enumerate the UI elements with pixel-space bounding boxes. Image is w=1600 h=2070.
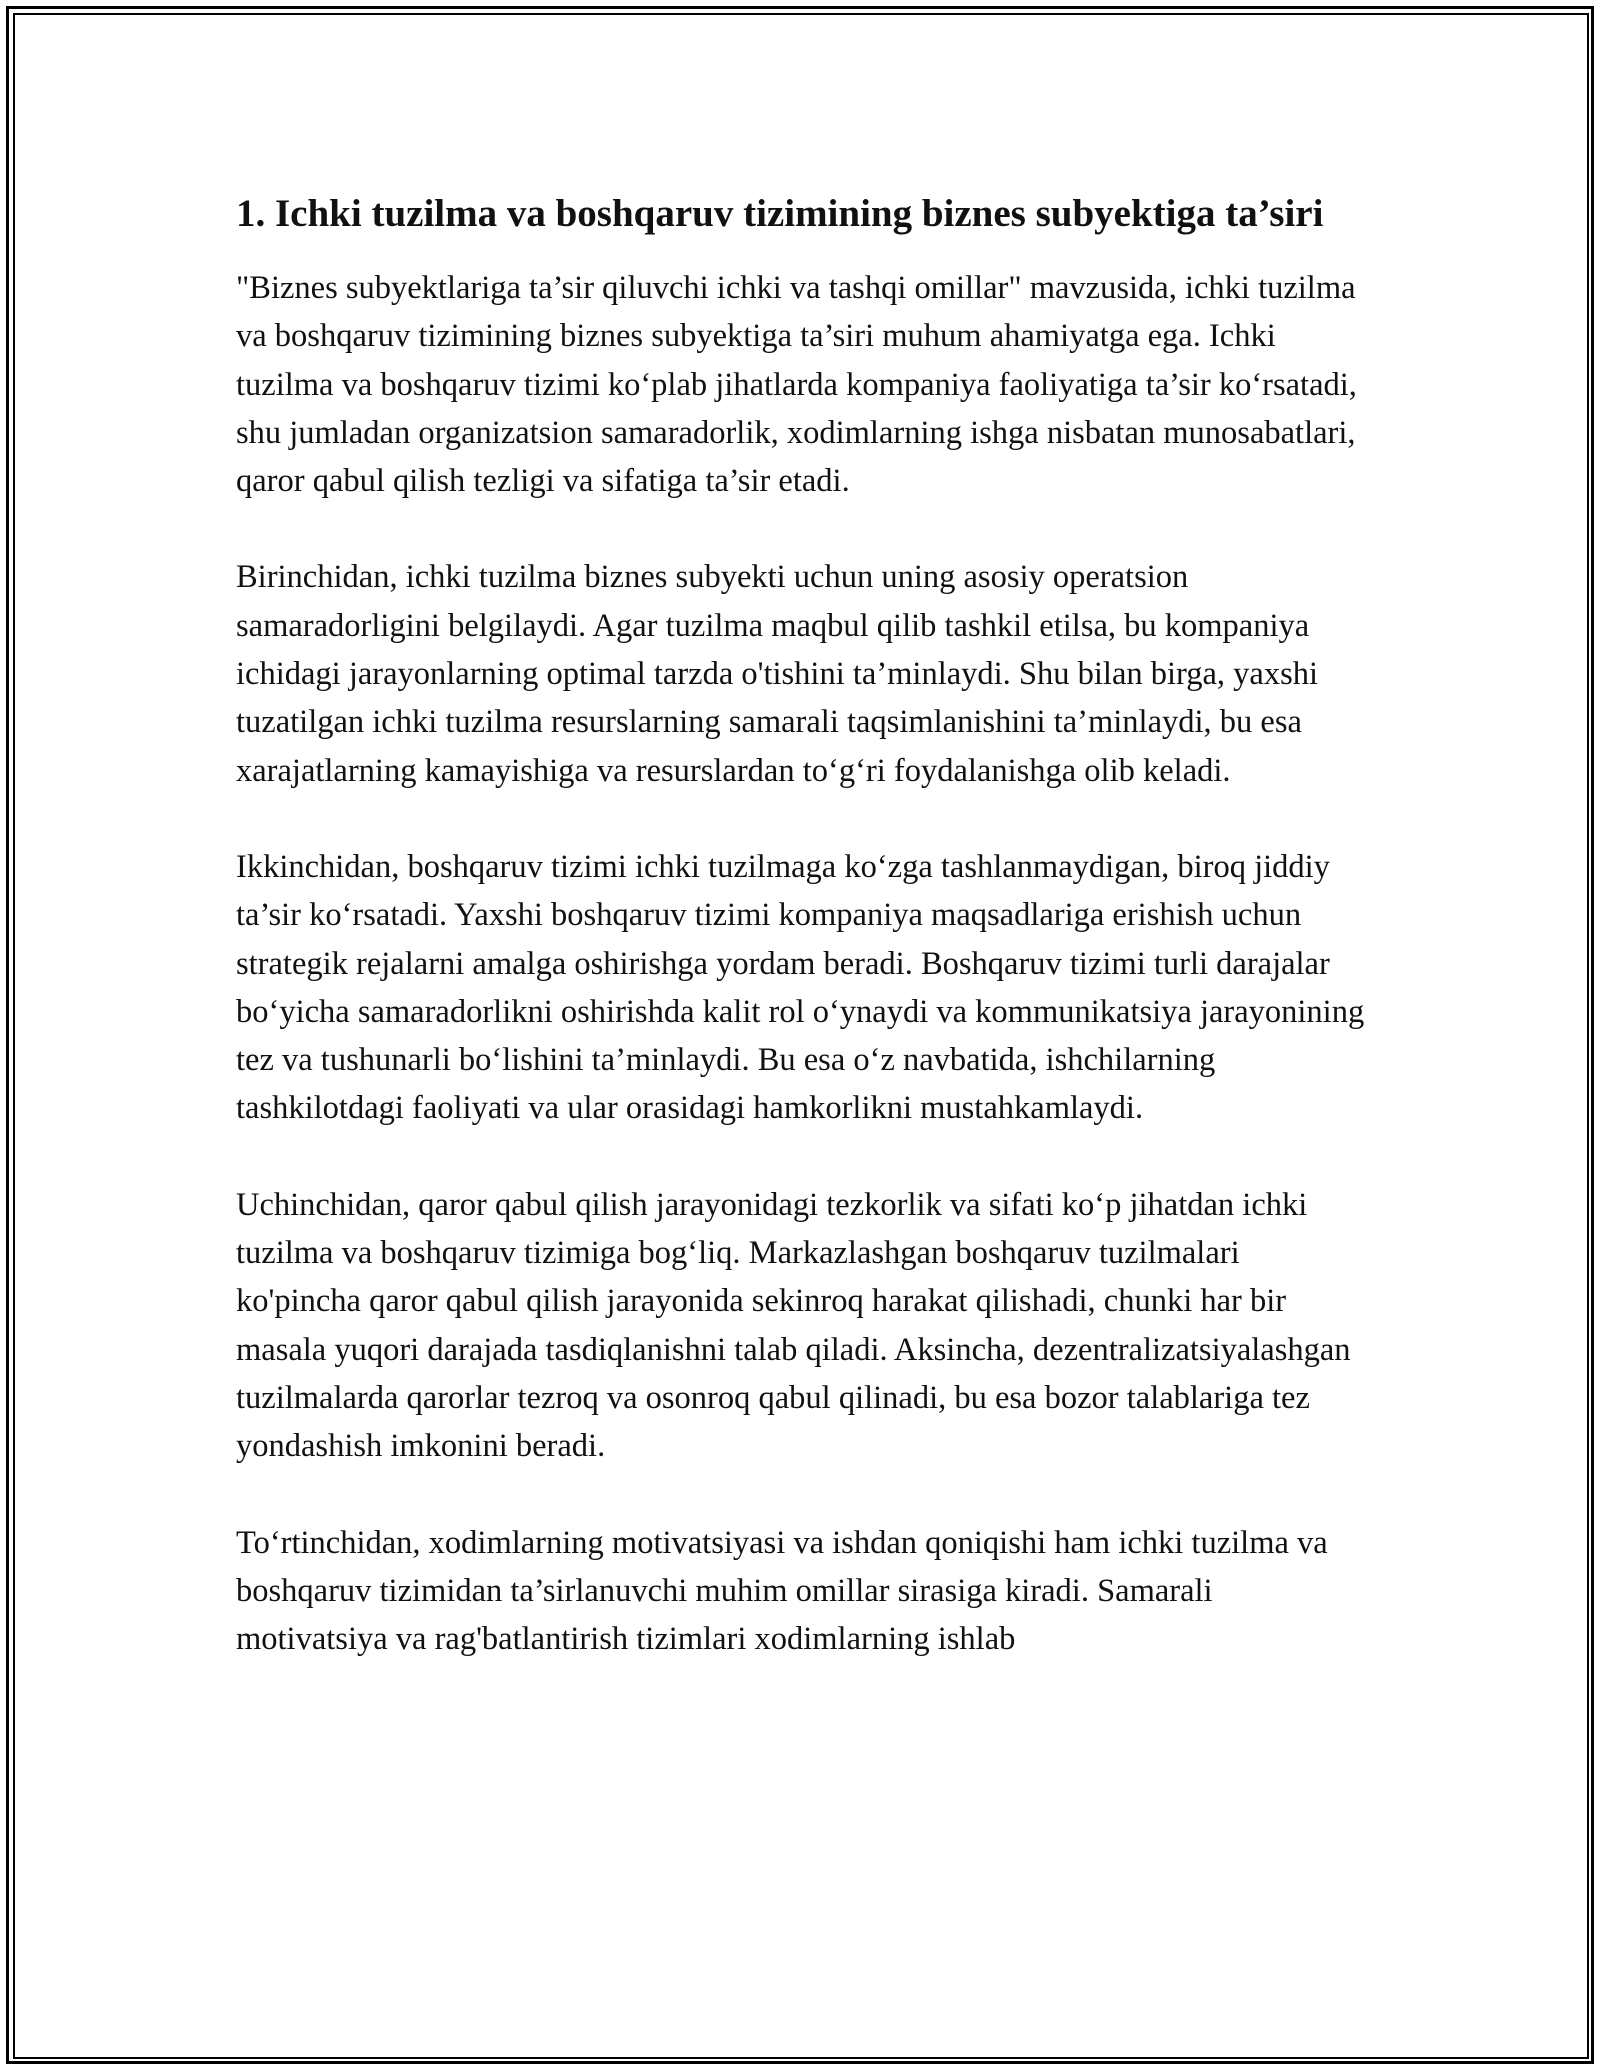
paragraph-first-point: Birinchidan, ichki tuzilma biznes subyekti uchun uning asosiy operatsion samaradorligini belgilaydi. Agar tuzilma maqbul qilib tashkil etilsa, bu kompaniya ichidagi jarayonlarning optimal tarzda o'tishini ta’minlaydi. Shu bilan birga, yaxshi tuzatilgan ichki tuzilma resurslarning samarali taqsimlanishini ta’minlaydi, bu esa xarajatlarning kamayishiga va resurslardan to‘g‘ri foydalanishga olib keladi. [236,559,1319,789]
paragraph-third-point: Uchinchidan, qaror qabul qilish jarayonidagi tezkorlik va sifati ko‘p jihatdan ichki tuzilma va boshqaruv tizimiga bog‘liq. Markazlashgan boshqaruv tuzilmalari ko'pincha qaror qabul qilish jarayonida sekinroq harakat qilishadi, chunki har bir masala yuqori darajada tasdiqlanishni talab qiladi. Aksincha, dezentralizatsiyalashgan tuzilmalarda qarorlar tezroq va osonroq qabul qilinadi, bu esa bozor talablariga tez yondashish imkonini beradi. [236,1186,1351,1465]
document-body [236,186,1372,1663]
section-heading: 1. Ichki tuzilma va boshqaruv tizimining biznes subyektiga ta’siri [236,192,1324,235]
paragraph-fourth-point: To‘rtinchidan, xodimlarning motivatsiyasi va ishdan qoniqishi ham ichki tuzilma va boshqaruv tizimidan ta’sirlanuvchi muhim omillar sirasiga kiradi. Samarali motivatsiya va rag'batlantirish tizimlari xodimlarning ishlab [236,1524,1328,1658]
paragraph-intro: "Biznes subyektlariga ta’sir qiluvchi ichki va tashqi omillar" mavzusida, ichki tuzilma va boshqaruv tizimining biznes subyektiga ta’siri muhum ahamiyatga ega. Ichki tuzilma va boshqaruv tizimi ko‘plab jihatlarda kompaniya faoliyatiga ta’sir ko‘rsatadi, shu jumladan organizatsion samaradorlik, xodimlarning ishga nisbatan munosabatlari, qaror qabul qilish tezligi va sifatiga ta’sir etadi. [236,270,1357,500]
paragraph-second-point: Ikkinchidan, boshqaruv tizimi ichki tuzilmaga ko‘zga tashlanmaydigan, biroq jiddiy ta’sir ko‘rsatadi. Yaxshi boshqaruv tizimi kompaniya maqsadlariga erishish uchun strategik rejalarni amalga oshirishga yordam beradi. Boshqaruv tizimi turli darajalar bo‘yicha samaradorlikni oshirishda kalit rol o‘ynaydi va kommunikatsiya jarayonining tez va tushunarli bo‘lishini ta’minlaydi. Bu esa o‘z navbatida, ishchilarning tashkilotdagi faoliyati va ular orasidagi hamkorlikni mustahkamlaydi. [236,848,1365,1127]
